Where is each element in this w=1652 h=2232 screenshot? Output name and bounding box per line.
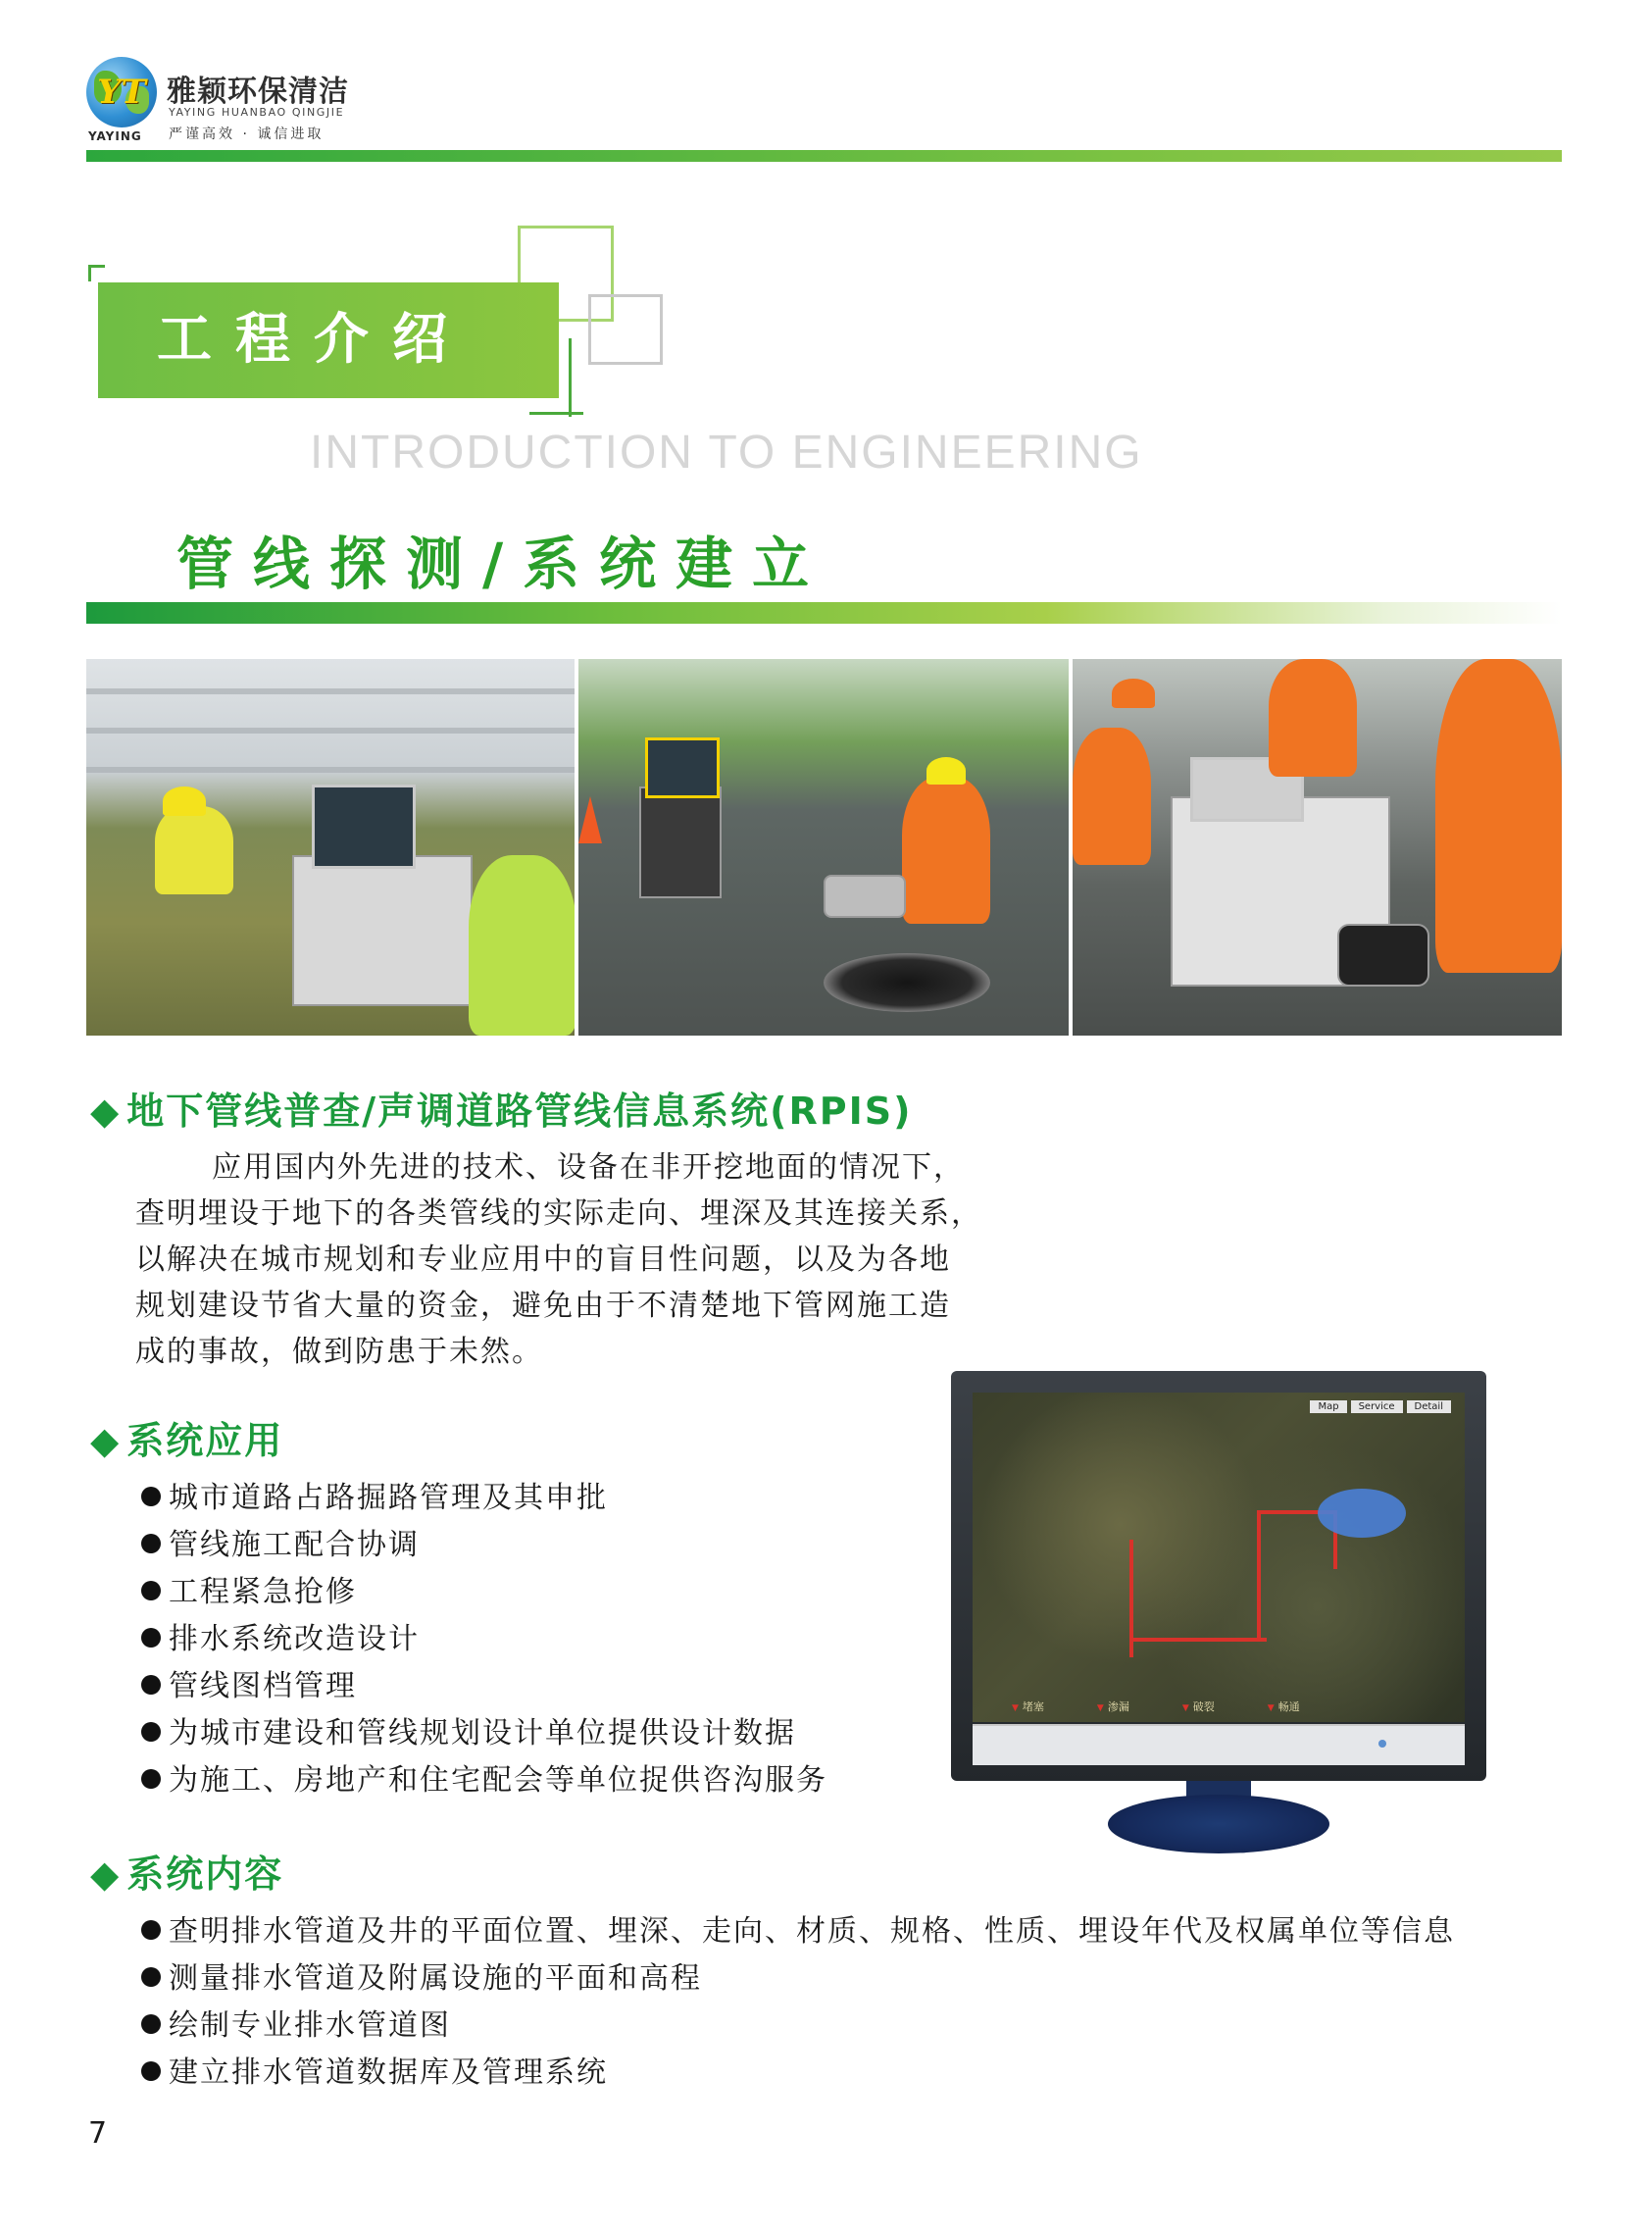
map-legend xyxy=(1012,1699,1300,1714)
company-logo xyxy=(86,57,157,127)
page-number: 7 xyxy=(88,2116,108,2151)
legend-item: ▼ 堵塞 xyxy=(1012,1699,1044,1714)
applications-heading-text: 系统应用 xyxy=(126,1419,284,1462)
monitor-chin xyxy=(973,1724,1465,1765)
section-title: 工程介绍 xyxy=(157,308,471,372)
legend-item: ▼ 破裂 xyxy=(1182,1699,1215,1714)
diamond-bullet-icon: ◆ xyxy=(90,1090,122,1133)
section-title-en: INTRODUCTION TO ENGINEERING xyxy=(310,427,1143,479)
monitor-menu-item: Service xyxy=(1351,1400,1403,1413)
content-heading xyxy=(90,1844,283,1898)
list-item xyxy=(141,1908,1455,1955)
gis-monitor-image xyxy=(951,1371,1486,1783)
diamond-bullet-icon: ◆ xyxy=(90,1419,122,1462)
list-item-text: 查明排水管道及井的平面位置、埋深、走向、材质、规格、性质、埋设年代及权属单位等信息 xyxy=(169,1914,1455,1949)
list-item xyxy=(141,1757,827,1804)
title-corner-decoration xyxy=(88,265,105,281)
list-item-text: 为施工、房地产和住宅配会等单位捉供咨沟服务 xyxy=(169,1763,827,1798)
bullet-icon xyxy=(141,1487,161,1506)
list-item xyxy=(141,1475,827,1522)
list-item-text: 工程紧急抢修 xyxy=(169,1575,357,1609)
list-item xyxy=(141,2003,1455,2050)
company-name-en: YAYING HUANBAO QINGJIE xyxy=(169,106,345,119)
company-slogan: 严谨高效 · 诚信进取 xyxy=(169,127,325,142)
decorative-line xyxy=(529,412,583,415)
applications-list xyxy=(141,1475,827,1804)
photo-worker-inspecting-grass xyxy=(86,659,575,1036)
bullet-icon xyxy=(141,2061,161,2081)
photo-workers-x5-equipment xyxy=(1073,659,1562,1036)
list-item xyxy=(141,1663,827,1710)
paragraph-line: 规划建设节省大量的资金，避免由于不清楚地下管网施工造 xyxy=(135,1289,951,1323)
bullet-icon xyxy=(141,1769,161,1789)
monitor-menu xyxy=(1310,1400,1451,1413)
paragraph-line: 成的事故，做到防患于未然。 xyxy=(135,1335,543,1369)
bullet-icon xyxy=(141,1534,161,1553)
list-item-text: 为城市建设和管线规划设计单位提供设计数据 xyxy=(169,1716,796,1750)
bullet-icon xyxy=(141,1967,161,1987)
list-item xyxy=(141,1710,827,1757)
bullet-icon xyxy=(141,1628,161,1648)
logo-caption: YAYING xyxy=(88,129,142,143)
legend-item: ▼ 渗漏 xyxy=(1097,1699,1129,1714)
content-heading-text: 系统内容 xyxy=(126,1852,284,1896)
list-item-text: 管线图档管理 xyxy=(169,1669,357,1703)
diamond-bullet-icon: ◆ xyxy=(90,1852,122,1896)
monitor-screen xyxy=(973,1393,1465,1722)
bullet-icon xyxy=(141,1581,161,1600)
photo-pipe-robot-manhole xyxy=(578,659,1069,1036)
list-item-text: 城市道路占路掘路管理及其申批 xyxy=(169,1481,608,1515)
list-item xyxy=(141,1616,827,1663)
company-name-cn: 雅颖环保清洁 xyxy=(167,75,349,109)
content-list xyxy=(141,1908,1455,2097)
list-item-text: 绘制专业排水管道图 xyxy=(169,2008,451,2043)
subtitle-divider xyxy=(86,602,1562,624)
bullet-icon xyxy=(141,1920,161,1940)
bullet-icon xyxy=(141,1675,161,1695)
paragraph-line: 以解决在城市规划和专业应用中的盲目性问题，以及为各地 xyxy=(135,1243,951,1277)
decorative-square xyxy=(588,294,663,365)
bullet-icon xyxy=(141,1722,161,1742)
list-item-text: 建立排水管道数据库及管理系统 xyxy=(169,2055,608,2090)
rpis-paragraph xyxy=(135,1144,1076,1375)
map-info-bubble xyxy=(1318,1489,1406,1538)
monitor-stand xyxy=(1108,1795,1329,1853)
list-item-text: 管线施工配合协调 xyxy=(169,1528,420,1562)
header-divider xyxy=(86,150,1562,162)
paragraph-line: 应用国内外先进的技术、设备在非开挖地面的情况下， xyxy=(212,1150,965,1185)
logo-mark-text: YT xyxy=(97,73,146,112)
rpis-heading xyxy=(90,1081,912,1135)
legend-item: ▼ 畅通 xyxy=(1268,1699,1300,1714)
rpis-heading-text: 地下管线普查/声调道路管线信息系统(RPIS) xyxy=(126,1090,913,1133)
list-item xyxy=(141,1955,1455,2003)
monitor-menu-item: Detail xyxy=(1407,1400,1451,1413)
list-item xyxy=(141,1522,827,1569)
applications-heading xyxy=(90,1410,283,1464)
power-led-icon xyxy=(1378,1740,1386,1748)
section-subtitle: 管线探测/系统建立 xyxy=(176,531,829,597)
monitor-menu-item: Map xyxy=(1310,1400,1346,1413)
decorative-line xyxy=(569,338,572,417)
list-item-text: 测量排水管道及附属设施的平面和高程 xyxy=(169,1961,702,1996)
list-item-text: 排水系统改造设计 xyxy=(169,1622,420,1656)
bullet-icon xyxy=(141,2014,161,2034)
paragraph-line: 查明埋设于地下的各类管线的实际走向、埋深及其连接关系， xyxy=(135,1196,982,1231)
list-item xyxy=(141,2050,1455,2097)
list-item xyxy=(141,1569,827,1616)
